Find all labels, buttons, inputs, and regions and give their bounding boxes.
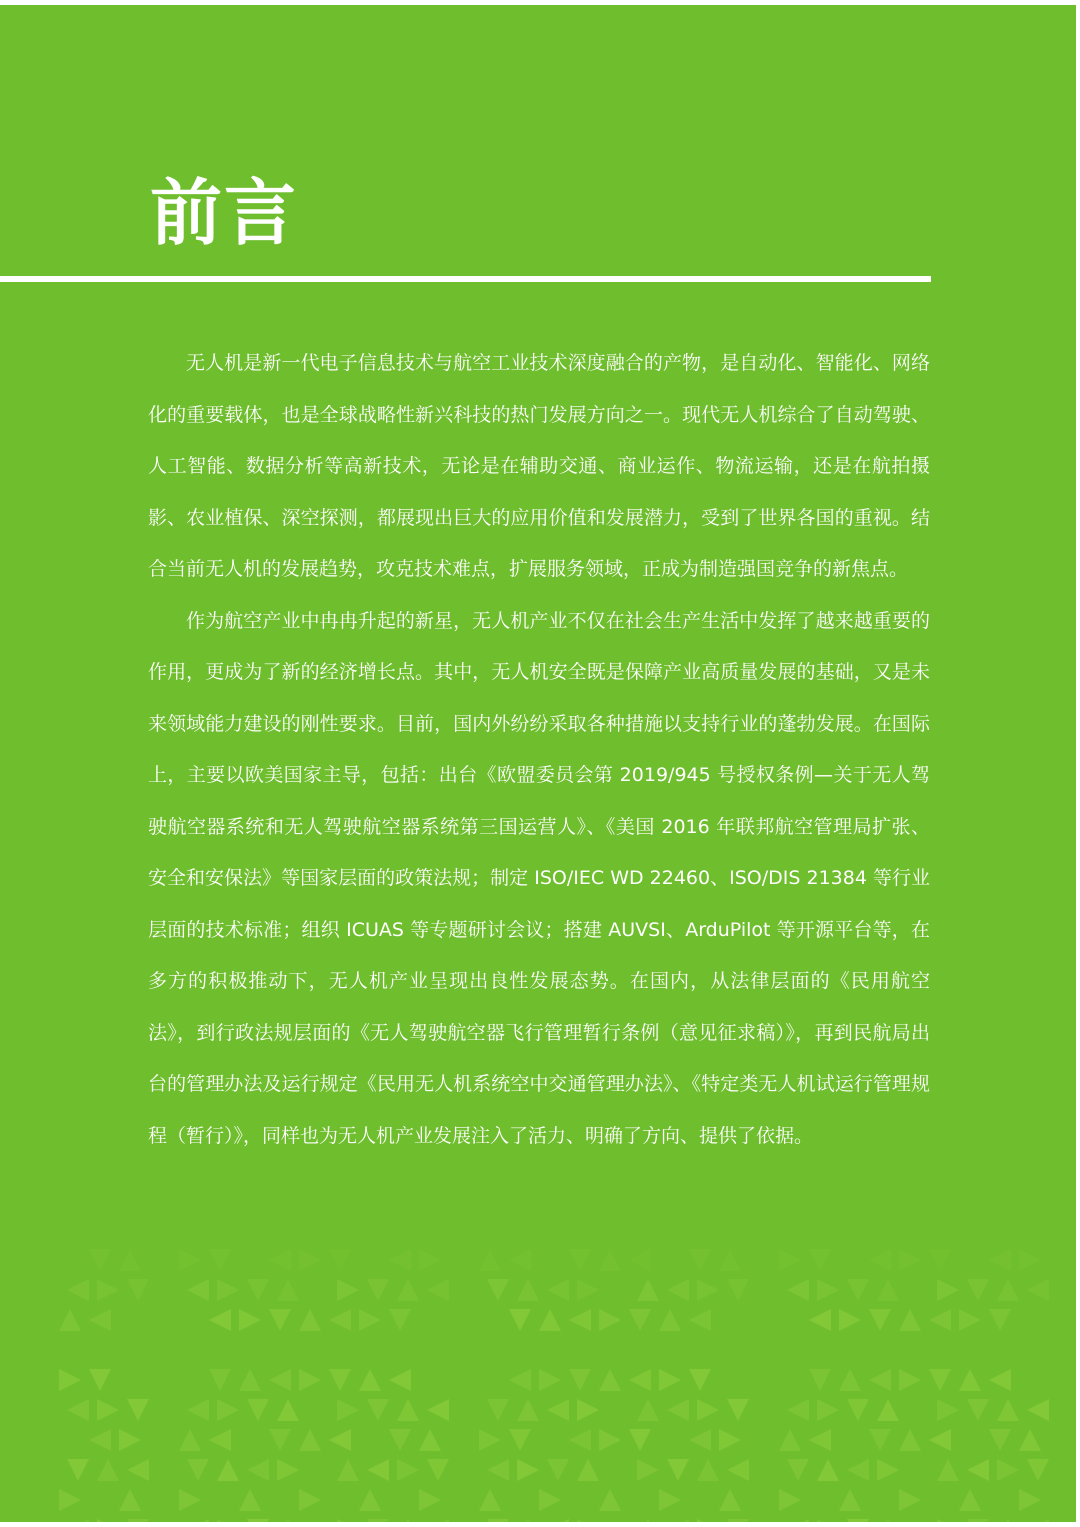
pattern-triangle xyxy=(299,1489,321,1511)
pattern-triangle xyxy=(1019,1249,1041,1271)
pattern-triangle xyxy=(659,1489,681,1511)
pattern-triangle xyxy=(337,1399,359,1421)
pattern-triangle xyxy=(787,1279,809,1301)
pattern-triangle xyxy=(179,1489,201,1511)
pattern-triangle xyxy=(419,1249,441,1271)
pattern-triangle xyxy=(847,1279,869,1301)
pattern-triangle xyxy=(967,1459,989,1481)
pattern-triangle xyxy=(697,1399,719,1421)
pattern-triangle xyxy=(899,1369,921,1391)
pattern-triangle xyxy=(599,1249,621,1271)
pattern-triangle xyxy=(247,1459,269,1481)
pattern-triangle xyxy=(569,1369,591,1391)
pattern-triangle xyxy=(937,1459,959,1481)
pattern-triangle xyxy=(59,1369,81,1391)
pattern-triangle xyxy=(689,1429,711,1451)
pattern-triangle xyxy=(367,1399,389,1421)
pattern-triangle xyxy=(899,1249,921,1271)
pattern-triangle xyxy=(217,1459,239,1481)
pattern-triangle xyxy=(127,1399,149,1421)
pattern-triangle xyxy=(989,1309,1011,1331)
pattern-triangle xyxy=(359,1369,381,1391)
pattern-triangle xyxy=(959,1369,981,1391)
pattern-triangle xyxy=(697,1279,719,1301)
pattern-triangle xyxy=(269,1429,291,1451)
pattern-triangle xyxy=(479,1489,501,1511)
pattern-triangle xyxy=(89,1369,111,1391)
pattern-triangle xyxy=(509,1309,531,1331)
pattern-triangle xyxy=(869,1369,891,1391)
pattern-triangle xyxy=(839,1369,861,1391)
triangle-pattern-decoration xyxy=(0,1240,1076,1522)
pattern-triangle xyxy=(269,1369,291,1391)
pattern-triangle xyxy=(839,1489,861,1511)
pattern-triangle xyxy=(119,1249,141,1271)
pattern-triangle xyxy=(569,1309,591,1331)
pattern-triangle xyxy=(329,1429,351,1451)
pattern-triangle xyxy=(697,1519,719,1522)
pattern-triangle xyxy=(929,1369,951,1391)
pattern-triangle xyxy=(337,1279,359,1301)
pattern-triangle xyxy=(359,1309,381,1331)
pattern-triangle xyxy=(937,1279,959,1301)
pattern-triangle xyxy=(479,1429,501,1451)
pattern-triangle xyxy=(599,1369,621,1391)
pattern-triangle xyxy=(779,1489,801,1511)
pattern-triangle xyxy=(787,1459,809,1481)
pattern-triangle xyxy=(719,1429,741,1451)
pattern-triangle xyxy=(59,1309,81,1331)
pattern-triangle xyxy=(187,1459,209,1481)
pattern-triangle xyxy=(97,1399,119,1421)
pattern-triangle xyxy=(1019,1489,1041,1511)
pattern-triangle xyxy=(817,1459,839,1481)
pattern-triangle xyxy=(389,1309,411,1331)
pattern-triangle xyxy=(667,1399,689,1421)
pattern-triangle xyxy=(389,1429,411,1451)
pattern-triangle xyxy=(637,1279,659,1301)
pattern-triangle xyxy=(877,1519,899,1522)
pattern-triangle xyxy=(899,1489,921,1511)
pattern-triangle xyxy=(217,1279,239,1301)
pattern-triangle xyxy=(329,1249,351,1271)
pattern-triangle xyxy=(727,1519,749,1522)
pattern-triangle xyxy=(337,1459,359,1481)
pattern-triangle xyxy=(809,1429,831,1451)
pattern-triangle xyxy=(517,1519,539,1522)
pattern-triangle xyxy=(97,1459,119,1481)
pattern-triangle xyxy=(997,1519,1019,1522)
pattern-triangle xyxy=(299,1429,321,1451)
pattern-triangle xyxy=(97,1519,119,1522)
pattern-triangle xyxy=(667,1459,689,1481)
pattern-triangle xyxy=(1027,1399,1049,1421)
pattern-triangle xyxy=(427,1459,449,1481)
pattern-triangle xyxy=(929,1249,951,1271)
pattern-triangle xyxy=(877,1399,899,1421)
pattern-triangle xyxy=(299,1249,321,1271)
pattern-triangle xyxy=(427,1519,449,1522)
pattern-triangle xyxy=(809,1309,831,1331)
pattern-triangle xyxy=(989,1249,1011,1271)
pattern-triangle xyxy=(689,1249,711,1271)
pattern-triangle xyxy=(959,1309,981,1331)
body-text xyxy=(148,338,930,1162)
pattern-triangle xyxy=(847,1399,869,1421)
pattern-triangle xyxy=(689,1309,711,1331)
pattern-triangle xyxy=(539,1309,561,1331)
pattern-triangle xyxy=(637,1459,659,1481)
pattern-triangle xyxy=(817,1279,839,1301)
pattern-triangle xyxy=(997,1279,1019,1301)
pattern-triangle xyxy=(989,1429,1011,1451)
pattern-triangle xyxy=(367,1459,389,1481)
pattern-triangle xyxy=(809,1249,831,1271)
pattern-triangle xyxy=(209,1429,231,1451)
pattern-triangle xyxy=(967,1519,989,1522)
pattern-triangle xyxy=(937,1399,959,1421)
pattern-triangle xyxy=(509,1249,531,1271)
pattern-triangle xyxy=(487,1459,509,1481)
pattern-triangle xyxy=(59,1489,81,1511)
pattern-triangle xyxy=(187,1279,209,1301)
pattern-triangle xyxy=(89,1249,111,1271)
pattern-triangle xyxy=(817,1399,839,1421)
pattern-triangle xyxy=(517,1459,539,1481)
pattern-triangle xyxy=(337,1519,359,1522)
pattern-triangle xyxy=(929,1429,951,1451)
pattern-triangle xyxy=(239,1309,261,1331)
pattern-triangle xyxy=(269,1309,291,1331)
pattern-triangle xyxy=(869,1429,891,1451)
pattern-triangle xyxy=(569,1429,591,1451)
pattern-triangle xyxy=(389,1249,411,1271)
pattern-triangle xyxy=(967,1399,989,1421)
pattern-triangle xyxy=(329,1309,351,1331)
pattern-triangle xyxy=(247,1279,269,1301)
pattern-triangle xyxy=(509,1369,531,1391)
pattern-triangle xyxy=(217,1399,239,1421)
pattern-triangle xyxy=(719,1249,741,1271)
pattern-triangle xyxy=(877,1459,899,1481)
pattern-triangle xyxy=(569,1249,591,1271)
pattern-triangle xyxy=(547,1519,569,1522)
pattern-triangle xyxy=(539,1489,561,1511)
pattern-triangle xyxy=(1019,1429,1041,1451)
pattern-triangle xyxy=(689,1369,711,1391)
pattern-triangle xyxy=(959,1489,981,1511)
pattern-triangle xyxy=(577,1399,599,1421)
pattern-triangle xyxy=(787,1519,809,1522)
pattern-triangle xyxy=(577,1279,599,1301)
pattern-triangle xyxy=(539,1369,561,1391)
pattern-triangle xyxy=(209,1309,231,1331)
pattern-triangle xyxy=(367,1519,389,1522)
paragraph-1: 无人机是新一代电子信息技术与航空工业技术深度融合的产物，是自动化、智能化、网络化的重要载体，也是全球战略性新兴科技的热门发展方向之一。现代无人机综合了自动驾驶、人工智能、数据分析等高新技术，无论是在辅助交通、商业运作、物流运输，还是在航拍摄影、农业植保、深空探测，都展现出巨大的应用价值和发展潜力，受到了世界各国的重视。结合当前无人机的发展趋势，攻克技术难点，扩展服务领域，正成为制造强国竞争的新焦点。 xyxy=(148,352,930,580)
pattern-triangle xyxy=(179,1249,201,1271)
pattern-triangle xyxy=(187,1399,209,1421)
pattern-triangle xyxy=(577,1519,599,1522)
pattern-triangle xyxy=(847,1459,869,1481)
pattern-triangle xyxy=(239,1369,261,1391)
pattern-triangle xyxy=(487,1519,509,1522)
pattern-triangle xyxy=(727,1279,749,1301)
pattern-triangle xyxy=(329,1369,351,1391)
pattern-triangle xyxy=(419,1489,441,1511)
pattern-triangle xyxy=(97,1279,119,1301)
pattern-triangle xyxy=(397,1519,419,1522)
pattern-triangle xyxy=(869,1249,891,1271)
page-title: 前言 xyxy=(150,171,299,255)
pattern-triangle xyxy=(787,1399,809,1421)
pattern-triangle xyxy=(967,1279,989,1301)
pattern-triangle xyxy=(929,1309,951,1331)
pattern-triangle xyxy=(877,1279,899,1301)
pattern-triangle xyxy=(629,1249,651,1271)
pattern-triangle xyxy=(367,1279,389,1301)
pattern-triangle xyxy=(209,1369,231,1391)
pattern-triangle xyxy=(599,1489,621,1511)
pattern-triangle xyxy=(599,1309,621,1331)
pattern-triangle xyxy=(937,1519,959,1522)
pattern-triangle xyxy=(667,1519,689,1522)
pattern-triangle xyxy=(67,1399,89,1421)
pattern-triangle xyxy=(89,1309,111,1331)
pattern-triangle xyxy=(67,1459,89,1481)
pattern-triangle xyxy=(779,1249,801,1271)
pattern-triangle xyxy=(659,1369,681,1391)
pattern-triangle xyxy=(119,1489,141,1511)
pattern-triangle xyxy=(67,1519,89,1522)
pattern-triangle xyxy=(667,1279,689,1301)
title-divider xyxy=(0,276,931,282)
pattern-triangle xyxy=(179,1429,201,1451)
pattern-triangle xyxy=(727,1399,749,1421)
pattern-triangle xyxy=(419,1429,441,1451)
pattern-triangle xyxy=(299,1369,321,1391)
pattern-triangle xyxy=(899,1429,921,1451)
pattern-triangle xyxy=(869,1309,891,1331)
pattern-triangle xyxy=(299,1309,321,1331)
pattern-triangle xyxy=(629,1309,651,1331)
pattern-triangle xyxy=(389,1369,411,1391)
pattern-triangle xyxy=(599,1429,621,1451)
pattern-triangle xyxy=(89,1429,111,1451)
pattern-triangle xyxy=(637,1519,659,1522)
pattern-triangle xyxy=(359,1489,381,1511)
pattern-triangle xyxy=(277,1519,299,1522)
pattern-triangle xyxy=(779,1429,801,1451)
pattern-triangle xyxy=(547,1279,569,1301)
pattern-triangle xyxy=(997,1459,1019,1481)
pattern-triangle xyxy=(479,1249,501,1271)
pattern-triangle xyxy=(209,1249,231,1271)
pattern-triangle xyxy=(719,1489,741,1511)
pattern-triangle xyxy=(239,1489,261,1511)
pattern-triangle xyxy=(1027,1279,1049,1301)
pattern-triangle xyxy=(127,1519,149,1522)
pattern-triangle xyxy=(697,1459,719,1481)
pattern-triangle xyxy=(817,1519,839,1522)
pattern-triangle xyxy=(517,1279,539,1301)
pattern-triangle xyxy=(1027,1519,1049,1522)
pattern-triangle xyxy=(509,1429,531,1451)
pattern-triangle xyxy=(629,1429,651,1451)
pattern-triangle xyxy=(247,1399,269,1421)
pattern-triangle xyxy=(629,1369,651,1391)
pattern-triangle xyxy=(847,1519,869,1522)
pattern-triangle xyxy=(127,1279,149,1301)
pattern-triangle xyxy=(547,1459,569,1481)
pattern-triangle xyxy=(1027,1459,1049,1481)
pattern-triangle xyxy=(277,1459,299,1481)
pattern-triangle xyxy=(397,1279,419,1301)
pattern-triangle xyxy=(427,1279,449,1301)
pattern-triangle xyxy=(397,1459,419,1481)
pattern-triangle xyxy=(997,1399,1019,1421)
pattern-triangle xyxy=(727,1459,749,1481)
pattern-triangle xyxy=(247,1519,269,1522)
pattern-triangle xyxy=(427,1399,449,1421)
pattern-triangle xyxy=(989,1369,1011,1391)
pattern-triangle xyxy=(839,1309,861,1331)
pattern-triangle xyxy=(517,1399,539,1421)
pattern-triangle xyxy=(487,1399,509,1421)
document-page xyxy=(0,5,1076,1522)
pattern-triangle xyxy=(67,1279,89,1301)
pattern-triangle xyxy=(659,1309,681,1331)
pattern-triangle xyxy=(277,1399,299,1421)
pattern-triangle xyxy=(187,1519,209,1522)
pattern-triangle xyxy=(637,1399,659,1421)
pattern-triangle xyxy=(899,1309,921,1331)
pattern-triangle xyxy=(397,1399,419,1421)
pattern-triangle xyxy=(217,1519,239,1522)
pattern-triangle xyxy=(547,1399,569,1421)
pattern-triangle xyxy=(119,1429,141,1451)
pattern-triangle xyxy=(127,1459,149,1481)
pattern-triangle xyxy=(487,1279,509,1301)
pattern-triangle xyxy=(269,1249,291,1271)
pattern-triangle xyxy=(577,1459,599,1481)
pattern-triangle xyxy=(277,1279,299,1301)
paragraph-2: 作为航空产业中冉冉升起的新星，无人机产业不仅在社会生产生活中发挥了越来越重要的作用，更成为了新的经济增长点。其中，无人机安全既是保障产业高质量发展的基础，又是未来领域能力建设的刚性要求。目前，国内外纷纷采取各种措施以支持行业的蓬勃发展。在国际上，主要以欧美国家主导，包括：出台《欧盟委员会第 2019/945 号授权条例—关于无人驾驶航空器系统和无人驾驶航空器系统第三国运营人》、《美国 2016 年联邦航空管理局扩张、安全和安保法》等国家层面的政策法规；制定 ISO/IEC WD 22460、ISO/DIS 21384 等行业层面的技术标准；组织 ICUAS 等专题研讨会议；搭建 AUVSI、ArduPilot 等开源平台等，在多方的积极推动下，无人机产业呈现出良性发展态势。在国内，从法律层面的《民用航空法》，到行政法规层面的《无人驾驶航空器飞行管理暂行条例（意见征求稿）》，再到民航局出台的管理办法及运行规定《民用无人机系统空中交通管理办法》、《特定类无人机试运行管理规程（暂行）》，同样也为无人机产业发展注入了活力、明确了方向、提供了依据。 xyxy=(148,609,930,1147)
pattern-triangle xyxy=(809,1369,831,1391)
